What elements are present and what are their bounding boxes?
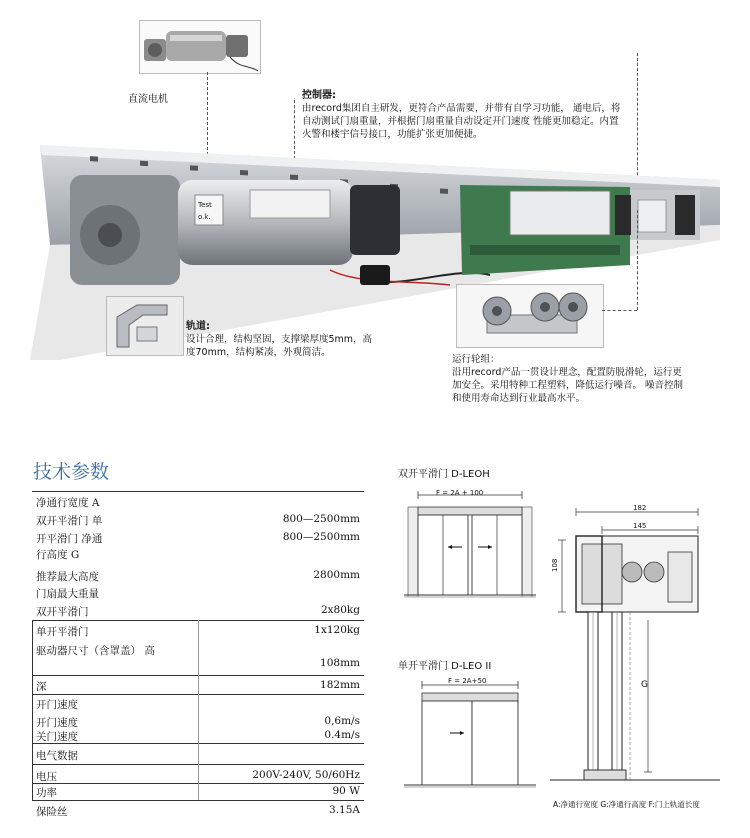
spec-row: 开平滑门 净通 800—2500mm bbox=[36, 531, 360, 545]
double-door-title: 双开平滑门 D-LEOH bbox=[398, 469, 490, 480]
spec-row: 电气数据 bbox=[36, 750, 78, 762]
cross-section-diagram bbox=[550, 500, 720, 790]
spec-row: 推荐最大高度 2800mm bbox=[36, 569, 360, 583]
track-title: 轨道: bbox=[186, 321, 210, 332]
single-door-dim: F = 2A+50 bbox=[448, 677, 487, 685]
spec-row: 深 182mm bbox=[36, 679, 360, 693]
diagram-legend: A:净通行宽度 G:净通行高度 F:门上轨道长度 bbox=[553, 800, 700, 809]
tech-title: 技术参数 bbox=[33, 461, 110, 483]
spec-row: 电压 200V-240V, 50/60Hz bbox=[36, 769, 360, 783]
spec-row: 108mm bbox=[320, 657, 360, 669]
single-door-title: 单开平滑门 D-LEO II bbox=[398, 661, 492, 672]
track-caption bbox=[186, 320, 378, 359]
motor-label-ok: o.k. bbox=[198, 213, 211, 221]
leader-wheel-v bbox=[637, 210, 638, 310]
dc-motor-photo bbox=[139, 20, 261, 74]
motor-label-test: Test bbox=[198, 201, 212, 209]
spec-table bbox=[32, 491, 364, 821]
spec-row: 双开平滑门 2x80kg bbox=[36, 604, 360, 618]
spec-row: 单开平滑门 1x120kg bbox=[36, 624, 360, 638]
section-width-182: 182 bbox=[633, 504, 647, 512]
spec-row: 行高度 G bbox=[36, 549, 80, 561]
spec-row: 双开平滑门 单 800—2500mm bbox=[36, 513, 360, 527]
spec-row: 门扇最大重量 bbox=[36, 588, 99, 600]
wheel-title: 运行轮组： bbox=[452, 354, 500, 365]
wheel-photo bbox=[456, 284, 604, 348]
wheel-text: 沿用record产品一贯设计理念，配置防脱滑轮，运行更加安全。采用特种工程塑料，降低运行噪音。 噪音控制和使用寿命达到行业最高水平。 bbox=[452, 367, 684, 404]
spec-row: 驱动器尺寸（含罩盖） 高 bbox=[36, 645, 155, 657]
spec-row: 关门速度 0.4m/s bbox=[36, 729, 360, 743]
double-door-dim: F = 2A + 100 bbox=[436, 489, 484, 497]
dc-motor-label: 直流电机 bbox=[128, 94, 168, 105]
section-height-108: 108 bbox=[551, 558, 559, 572]
spec-row: 开门速度 0,6m/s bbox=[36, 715, 360, 729]
track-photo bbox=[106, 296, 184, 356]
spec-row: 净通行宽度 A bbox=[36, 497, 100, 509]
spec-row: 功率 90 W bbox=[36, 785, 360, 799]
leader-wheel bbox=[602, 310, 637, 311]
spec-row: 保险丝 3.15A bbox=[36, 804, 360, 818]
wheel-caption bbox=[452, 353, 684, 405]
track-text: 设计合理，结构坚固，支撑梁厚度5mm，高度70mm，结构紧凑，外观简洁。 bbox=[186, 334, 373, 358]
section-height-g: G bbox=[641, 680, 648, 690]
single-door-diagram bbox=[400, 675, 540, 795]
section-width-145: 145 bbox=[633, 522, 647, 530]
controller-text: 由record集团自主研发，更符合产品需要，并带有自学习功能， 通电后，将自动测试门扇重量，并根据门扇重量自动设定开门速度 性能更加稳定。内置火警和楼宇信号接口，功能扩张更加便捷。 bbox=[302, 103, 621, 140]
spec-row: 开门速度 bbox=[36, 699, 78, 711]
double-door-diagram bbox=[400, 485, 540, 605]
controller-title: 控制器: bbox=[302, 90, 336, 101]
